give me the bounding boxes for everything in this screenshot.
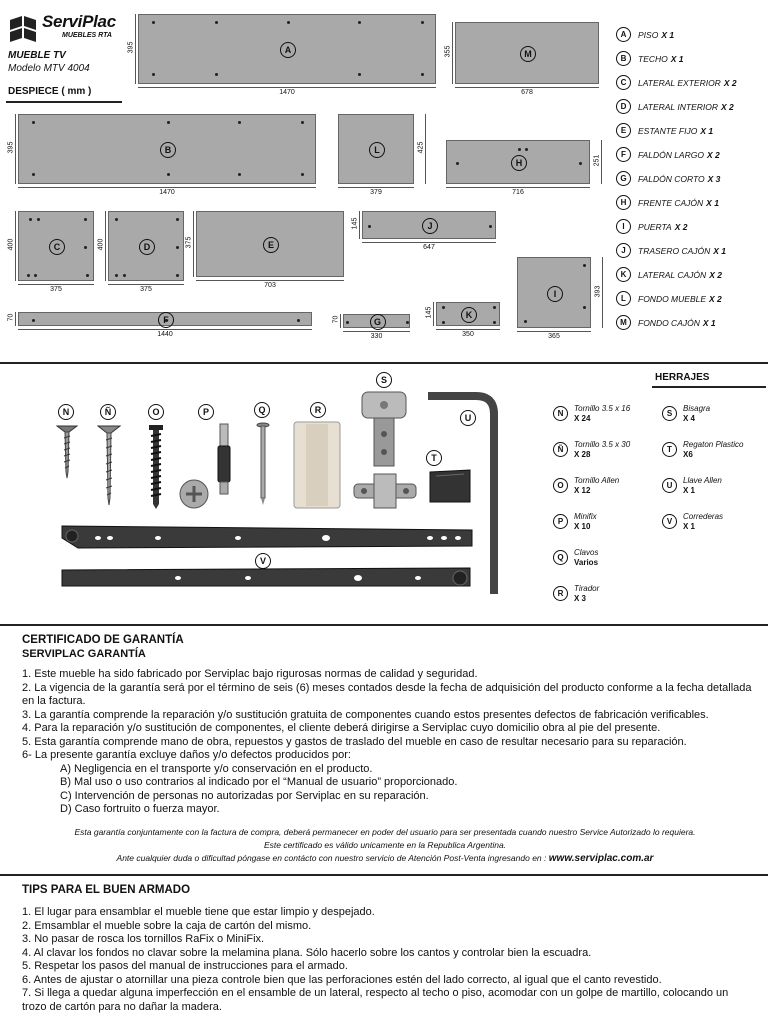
legend-qty: X 2 — [706, 149, 720, 160]
list-item: 6- La presente garantía excluye daños y/o defectos producidos por: — [22, 749, 351, 761]
despiece-title: DESPIECE ( mm ) — [8, 86, 92, 97]
list-item: 5. Esta garantía comprende mano de obra, repuestos y gastos de traslado del mueble en caso de resultar necesario para su reparación. — [22, 735, 687, 748]
hardware-qty: X 10 — [574, 522, 591, 531]
legend-letter: F — [616, 147, 631, 162]
legend-letter: J — [616, 243, 631, 258]
legend-item — [616, 219, 687, 234]
panel-hole — [115, 218, 118, 221]
hardware-item — [662, 440, 743, 460]
hardware-name: Correderas — [683, 512, 724, 521]
panel-height-dimension: 251 — [592, 140, 602, 184]
panel-j — [362, 211, 496, 239]
hardware-name: Bisagra — [683, 404, 711, 413]
legend-name: FRENTE CAJÓN — [638, 197, 704, 208]
list-item: 4. Al clavar los fondos no clavar sobre la melamina plana. Sólo hacerlo sobre los cantos y controlar bien la escuadra. — [22, 946, 592, 959]
panel-height-dimension: 395 — [126, 14, 136, 84]
hardware-label-t: T — [426, 450, 442, 466]
panel-g — [343, 314, 410, 328]
panel-hole — [215, 21, 218, 24]
panel-width-dimension: 678 — [455, 87, 599, 97]
legend-item — [616, 51, 684, 66]
minifix-icon — [176, 422, 240, 512]
panel-hole — [524, 320, 527, 323]
legend-item — [616, 195, 719, 210]
legend-name: LATERAL CAJÓN — [638, 269, 707, 280]
panel-hole — [215, 73, 218, 76]
hardware-letter: O — [553, 478, 568, 493]
hardware-label-q: Q — [254, 402, 270, 418]
panel-label: A — [280, 42, 296, 58]
legend-qty: X 2 — [709, 293, 722, 304]
hardware-label-v: V — [255, 553, 271, 569]
list-item: 3. No pasar de rosca los tornillos RaFix o MiniFix. — [22, 933, 265, 945]
panel-hole — [493, 306, 496, 309]
warranty-subtitle: SERVIPLAC GARANTÍA — [22, 648, 146, 660]
hardware-letter: U — [662, 478, 677, 493]
list-item: 2. La vigencia de la garantía será por el término de seis (6) meses contados desde la fecha de adquisición del producto conforme a la fecha detallada en la factura. — [22, 681, 752, 707]
panel-hole — [176, 218, 179, 221]
legend-name: FALDÓN CORTO — [638, 173, 705, 184]
hardware-name: Clavos — [574, 548, 599, 557]
legend-letter: I — [616, 219, 631, 234]
legend-qty: X 1 — [706, 197, 719, 208]
warranty-note: Esta garantía conjuntamente con la factura de compra, deberá permanecer en poder del usuario para ser presentada cuando nuestro Service Autorizado lo requiera. — [74, 827, 696, 837]
hardware-label-n: N — [58, 404, 74, 420]
panel-hole — [32, 319, 35, 322]
panel-hole — [176, 274, 179, 277]
panel-label: G — [370, 314, 386, 330]
panel-hole — [84, 246, 87, 249]
panel-height-dimension: 395 — [6, 114, 16, 184]
panel-height-dimension: 355 — [443, 22, 453, 84]
divider — [0, 624, 768, 626]
legend-qty: X 1 — [661, 29, 675, 40]
list-item: 1. El lugar para ensamblar el mueble tiene que estar limpio y despejado. — [22, 906, 375, 918]
herrajes-underline — [652, 386, 766, 388]
panel-width-dimension: 1470 — [138, 87, 436, 97]
panel-hole — [358, 73, 361, 76]
panel-width-dimension: 330 — [343, 331, 410, 341]
hardware-qty: X 3 — [574, 594, 587, 603]
legend-name: FONDO CAJÓN — [638, 317, 700, 328]
panel-width-dimension: 350 — [436, 329, 500, 339]
panel-hole — [115, 274, 118, 277]
legend-qty: X 1 — [713, 245, 727, 256]
legend-qty: X 3 — [707, 173, 721, 184]
panel-width-dimension: 647 — [362, 242, 496, 252]
panel-width-dimension: 703 — [196, 280, 344, 290]
panel-f — [18, 312, 312, 326]
hardware-label-enie: Ñ — [100, 404, 116, 420]
panel-width-dimension: 375 — [18, 284, 94, 294]
panel-a — [138, 14, 436, 84]
list-subitem: C) Intervención de personas no autorizadas por Serviplac en su reparación. — [60, 789, 429, 802]
legend-letter: E — [616, 123, 631, 138]
panel-hole — [152, 73, 155, 76]
panel-hole — [518, 148, 521, 151]
legend-qty: X 1 — [670, 53, 684, 64]
legend-item — [616, 171, 720, 186]
legend-name: FALDÓN LARGO — [638, 149, 704, 160]
tips-list — [22, 906, 752, 1014]
hardware-item — [553, 476, 619, 496]
panel-d — [108, 211, 184, 281]
panel-hole — [287, 21, 290, 24]
legend-name: TRASERO CAJÓN — [638, 245, 711, 256]
legend-qty: X 2 — [723, 77, 737, 88]
legend-letter: L — [616, 291, 631, 306]
panel-hole — [297, 319, 300, 322]
panel-hole — [406, 321, 409, 324]
hinge-icon — [350, 390, 422, 512]
warranty-notes — [20, 826, 750, 865]
panel-height-dimension: 425 — [416, 114, 426, 184]
brand-subtitle: MUEBLES RTA — [62, 32, 112, 39]
warranty-title: CERTIFICADO DE GARANTÍA — [22, 634, 184, 646]
panel-height-dimension: 400 — [96, 211, 106, 281]
panel-hole — [152, 21, 155, 24]
hardware-letter: P — [553, 514, 568, 529]
panel-label: H — [511, 155, 527, 171]
hardware-label-r: R — [310, 402, 326, 418]
panel-hole — [37, 218, 40, 221]
warranty-note: Ante cualquier duda o dificultad póngase en contácto con nuestro servicio de Atención Post-Venta ingresando en : www.serviplac.com.ar — [116, 853, 654, 864]
panel-l — [338, 114, 414, 184]
hardware-letter: Q — [553, 550, 568, 565]
legend-qty: X 2 — [720, 101, 734, 112]
panel-hole — [456, 162, 459, 165]
panel-width-dimension: 365 — [517, 331, 591, 341]
list-subitem: D) Caso fortruito o fuerza mayor. — [60, 803, 220, 815]
legend-name: PUERTA — [638, 221, 672, 232]
panel-label: B — [160, 142, 176, 158]
hardware-item — [553, 584, 599, 604]
hardware-name: Regaton Plastico — [683, 440, 744, 449]
legend-name: ESTANTE FIJO — [638, 125, 698, 136]
panel-hole — [525, 148, 528, 151]
model-code: Modelo MTV 4004 — [8, 63, 90, 74]
hardware-letter: Ñ — [553, 442, 568, 457]
legend-name: PISO — [638, 29, 659, 40]
panel-label: I — [547, 286, 563, 302]
hardware-label-o: O — [148, 404, 164, 420]
list-item: 7. Si llega a quedar alguna imperfección en el ensamble de un lateral, respecto al techo o piso, acomodar con un golpe de martillo, colocando un trozo de cartón para no dañar la madera. — [22, 987, 729, 1013]
screw-short-icon — [56, 424, 78, 480]
panel-height-dimension: 145 — [350, 211, 360, 239]
panel-width-dimension: 1440 — [18, 329, 312, 339]
panel-hole — [442, 306, 445, 309]
legend-item — [616, 243, 726, 258]
panel-hole — [421, 73, 424, 76]
panel-hole — [583, 306, 586, 309]
legend-letter: G — [616, 171, 631, 186]
panel-hole — [32, 173, 35, 176]
legend-letter: D — [616, 99, 631, 114]
panel-height-dimension: 70 — [331, 314, 341, 328]
panel-hole — [421, 21, 424, 24]
legend-item — [616, 147, 720, 162]
handle-icon — [292, 420, 342, 510]
legend-item — [616, 123, 713, 138]
panel-label: K — [461, 307, 477, 323]
list-item: 4. Para la reparación y/o sustitución de componentes, el cliente deberá dirigirse a Serviplac cuyo domicilio obra al pie del presente. — [22, 722, 661, 734]
hardware-label-s: S — [376, 372, 392, 388]
hardware-qty: X 4 — [683, 414, 696, 423]
panel-hole — [301, 121, 304, 124]
hardware-item — [662, 404, 710, 424]
divider — [0, 874, 768, 876]
panel-hole — [358, 21, 361, 24]
panel-label: D — [139, 239, 155, 255]
panel-hole — [583, 264, 586, 267]
hardware-qty: X6 — [683, 450, 693, 459]
panel-width-dimension: 379 — [338, 187, 414, 197]
screw-long-icon — [97, 424, 121, 506]
panel-hole — [29, 218, 32, 221]
hardware-name: Tornillo Allen — [574, 476, 620, 485]
panel-hole — [238, 121, 241, 124]
hardware-qty: Varios — [574, 558, 599, 567]
legend-item — [616, 27, 674, 42]
panel-width-dimension: 1470 — [18, 187, 316, 197]
hardware-qty: X 1 — [683, 486, 696, 495]
panel-width-dimension: 716 — [446, 187, 590, 197]
panel-hole — [34, 274, 37, 277]
hardware-label-u: U — [460, 410, 476, 426]
list-item: 3. La garantía comprende la reparación y/o sustitución gratuita de componentes cuando estos presentes defectos de fabricación verificables. — [22, 708, 709, 721]
legend-letter: K — [616, 267, 631, 282]
panel-label: C — [49, 239, 65, 255]
list-item: 5. Respetar los pasos del manual de instrucciones para el armado. — [22, 960, 348, 972]
hardware-name: Tornillo 3.5 x 16 — [574, 404, 631, 413]
legend-qty: X 1 — [700, 125, 714, 136]
hardware-letter: T — [662, 442, 677, 457]
panel-hole — [86, 274, 89, 277]
model-title: MUEBLE TV — [8, 50, 66, 61]
panel-hole — [493, 321, 496, 324]
legend-letter: C — [616, 75, 631, 90]
legend-item — [616, 315, 716, 330]
warranty-list — [22, 668, 752, 817]
panel-hole — [346, 321, 349, 324]
panel-hole — [27, 274, 30, 277]
legend-qty: X 2 — [709, 269, 722, 280]
panel-e — [196, 211, 344, 277]
hardware-letter: N — [553, 406, 568, 421]
drawer-slides-icon — [58, 518, 478, 594]
legend-letter: A — [616, 27, 631, 42]
hardware-name: Tirador — [574, 584, 600, 593]
panel-hole — [84, 218, 87, 221]
panel-label: L — [369, 142, 385, 158]
panel-h — [446, 140, 590, 184]
panel-hole — [442, 321, 445, 324]
panel-b — [18, 114, 316, 184]
legend-letter: B — [616, 51, 631, 66]
serviplac-logo-icon — [8, 14, 38, 46]
brand-name: ServiPlac — [42, 12, 116, 31]
panel-height-dimension: 375 — [184, 211, 194, 277]
herrajes-title: HERRAJES — [655, 372, 710, 383]
legend-name: TECHO — [638, 53, 668, 64]
panel-label: F — [158, 312, 174, 328]
hardware-name: Llave Allen — [683, 476, 722, 485]
legend-item — [616, 267, 722, 282]
list-subitem: B) Mal uso o uso contrarios al indicado por el “Manual de usuario” proporcionado. — [60, 776, 458, 788]
legend-item — [616, 75, 737, 90]
hardware-qty: X 12 — [574, 486, 591, 495]
hardware-item — [553, 548, 598, 568]
legend-letter: M — [616, 315, 631, 330]
panel-label: J — [422, 218, 438, 234]
panel-hole — [167, 173, 170, 176]
panel-hole — [579, 162, 582, 165]
panel-height-dimension: 393 — [593, 257, 603, 328]
panel-hole — [123, 274, 126, 277]
website-link[interactable]: www.serviplac.com.ar — [548, 853, 654, 864]
legend-qty: X 1 — [702, 317, 716, 328]
panel-label: M — [520, 46, 536, 62]
panel-hole — [176, 246, 179, 249]
panel-i — [517, 257, 591, 328]
warranty-note: Este certificado es válido unicamente en la Republica Argentina. — [263, 840, 507, 850]
list-subitem: A) Negligencia en el transporte y/o conservación en el producto. — [60, 762, 373, 775]
allen-screw-icon — [146, 424, 166, 510]
panel-c — [18, 211, 94, 281]
legend-name: LATERAL INTERIOR — [638, 101, 718, 112]
hardware-letter: S — [662, 406, 677, 421]
nail-icon — [256, 422, 270, 506]
hardware-qty: X 1 — [683, 522, 696, 531]
list-item: 6. Antes de ajustar o atornillar una pieza controle bien que las perforaciones estén del lado correcto, al igual que el canto revestido. — [22, 973, 662, 986]
tips-title: TIPS PARA EL BUEN ARMADO — [22, 884, 191, 896]
legend-name: FONDO MUEBLE — [638, 293, 707, 304]
legend-item — [616, 99, 734, 114]
panel-height-dimension: 70 — [6, 312, 16, 326]
panel-hole — [238, 173, 241, 176]
divider — [0, 362, 768, 364]
hardware-item — [553, 404, 630, 424]
panel-height-dimension: 145 — [424, 302, 434, 326]
list-item: 2. Emsamblar el mueble sobre la caja de cartón del mismo. — [22, 919, 312, 932]
despiece-underline — [6, 101, 122, 103]
panel-m — [455, 22, 599, 84]
panel-hole — [167, 121, 170, 124]
hardware-letter: R — [553, 586, 568, 601]
panel-k — [436, 302, 500, 326]
panel-hole — [301, 173, 304, 176]
hardware-label-p: P — [198, 404, 214, 420]
hardware-name: Minifix — [574, 512, 597, 521]
legend-letter: H — [616, 195, 631, 210]
legend-qty: X 2 — [674, 221, 688, 232]
list-item: 1. Este mueble ha sido fabricado por Serviplac bajo rigurosas normas de calidad y seguridad. — [22, 668, 478, 680]
panel-label: E — [263, 237, 279, 253]
hardware-qty: X 28 — [574, 450, 591, 459]
hardware-item — [553, 440, 630, 460]
hardware-item — [553, 512, 597, 532]
legend-item — [616, 291, 722, 306]
legend-name: LATERAL EXTERIOR — [638, 77, 721, 88]
panel-hole — [368, 225, 371, 228]
hardware-qty: X 24 — [574, 414, 591, 423]
panel-hole — [489, 225, 492, 228]
panel-width-dimension: 375 — [108, 284, 184, 294]
hardware-letter: V — [662, 514, 677, 529]
hardware-item — [662, 476, 722, 496]
panel-height-dimension: 400 — [6, 211, 16, 281]
hardware-item — [662, 512, 723, 532]
hardware-name: Tornillo 3.5 x 30 — [574, 440, 631, 449]
panel-hole — [32, 121, 35, 124]
